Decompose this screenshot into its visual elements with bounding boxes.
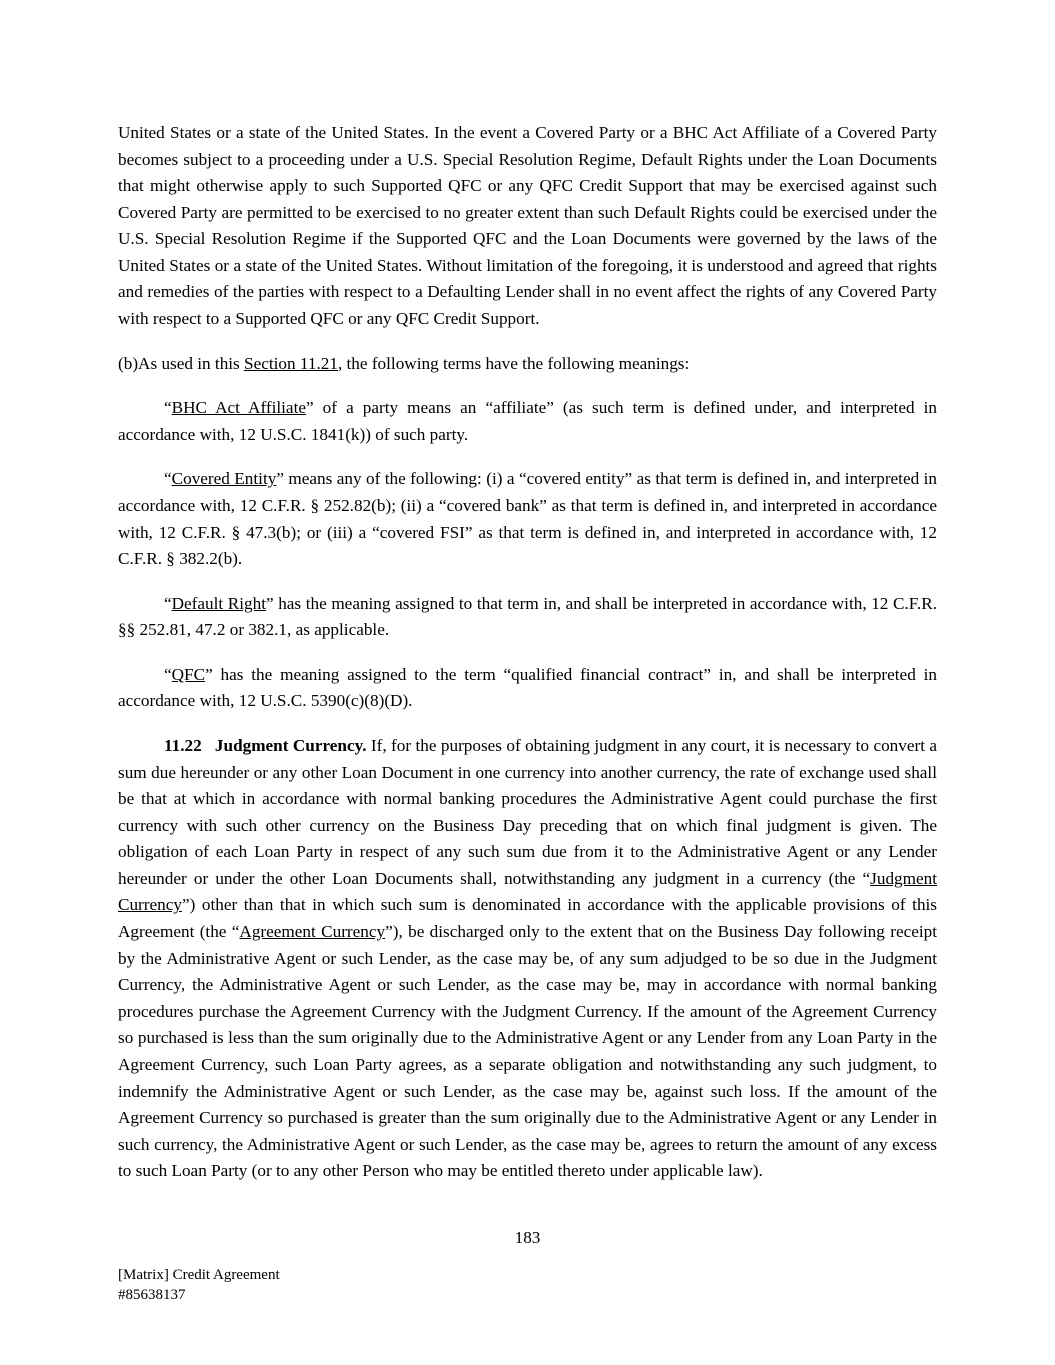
section-title: Judgment Currency. bbox=[214, 735, 367, 755]
quote-open: “ bbox=[164, 398, 172, 418]
defined-term-agreement-currency: Agreement Currency bbox=[239, 922, 386, 942]
quote-open: “ bbox=[164, 469, 172, 489]
section-body-part-3: ”), be discharged only to the extent that on the Business Day following receipt by the Administrative Agent or such Lender, as the case may be, of any sum adjudged to be so due in the Judgment Currency, the Administrative Agent or such Lender, as the case may be, may in accordance with normal banking procedures purchase the Agreement Currency with the Judgment Currency. If the amount of the Agreement Currency so purchased is less than the sum originally due to the Administrative Agent or any Lender from any Loan Party in the Agreement Currency, such Loan Party agrees, as a separate obligation and notwithstanding any such judgment, to indemnify the Administrative Agent or such Lender, as the case may be, against such loss. If the amount of the Agreement Currency so purchased is greater than the sum originally due to the Administrative Agent or any Lender in such currency, the Administrative Agent or such Lender, as the case may be, agrees to return the amount of any excess to such Loan Party (or to any other Person who may be entitled thereto under applicable law). bbox=[118, 922, 937, 1181]
definition-covered-entity-text: ” means any of the following: (i) a “covered entity” as that term is defined in, and interpreted in accordance with, 12 C.F.R. § 252.82(b); (ii) a “covered bank” as that term is defined in, and interpreted in accordance with, 12 C.F.R. § 47.3(b); or (iii) a “covered FSI” as that term is defined in, and interpreted in accordance with, 12 C.F.R. § 382.2(b). bbox=[118, 469, 937, 569]
section-body-part-2: ”) other than that in which such sum is denominated in accordance with the applicable provisions of this Agreement (the “ bbox=[118, 895, 937, 942]
defined-term-default-right: Default Right bbox=[171, 593, 266, 613]
clause-b-marker: (b) bbox=[118, 353, 139, 373]
definition-default-right bbox=[118, 591, 937, 644]
defined-term-covered-entity: Covered Entity bbox=[171, 469, 277, 489]
section-number: 11.22 bbox=[164, 735, 202, 755]
defined-term-qfc: QFC bbox=[171, 664, 206, 684]
definition-qfc bbox=[118, 662, 937, 715]
section-body-part-1: If, for the purposes of obtaining judgment in any court, it is necessary to convert a sum due hereunder or any other Loan Document in one currency into another currency, the rate of exchange used shall be that at which in accordance with normal banking procedures the Administrative Agent could purchase the first currency with such other currency on the Business Day preceding that on which final judgment is given. The obligation of each Loan Party in respect of any such sum due from it to the Administrative Agent or any Lender hereunder or under the other Loan Documents shall, notwithstanding any judgment in a currency (the “ bbox=[118, 735, 938, 888]
defined-term-bhc-act-affiliate: BHC Act Affiliate bbox=[171, 398, 306, 418]
definition-bhc-act-affiliate-text: ” of a party means an “affiliate” (as such term is defined under, and interpreted in accordance with, 12 U.S.C. 1841(k)) of such party. bbox=[118, 398, 937, 444]
quote-open: “ bbox=[164, 593, 172, 613]
footer-document-id: #85638137 bbox=[118, 1287, 186, 1304]
quote-open: “ bbox=[164, 664, 172, 684]
definition-covered-entity bbox=[118, 466, 937, 572]
clause-b-lead: As used in this bbox=[138, 353, 245, 373]
definition-default-right-text: ” has the meaning assigned to that term in, and shall be interpreted in accordance with, 12 C.F.R. §§ 252.81, 47.2 or 382.1, as applicable. bbox=[118, 593, 937, 640]
page-number: 183 bbox=[514, 1228, 541, 1247]
paragraph-continued bbox=[118, 120, 937, 333]
footer bbox=[118, 1265, 280, 1306]
defined-term-judgment-currency: Judgment Currency bbox=[118, 868, 937, 915]
footer-document-name: [Matrix] Credit Agreement bbox=[118, 1267, 280, 1283]
paragraph-continued-text: United States or a state of the United States. In the event a Covered Party or a BHC Act Affiliate of a Covered Party becomes subject to a proceeding under a U.S. Special Resolution Regime, Default Rights under the Loan Documents that might otherwise apply to such Supported QFC or any QFC Credit Support that may be exercised against such Covered Party are permitted to be exercised to no greater extent than such Default Rights could be exercised under the U.S. Special Resolution Regime if the Supported QFC and the Loan Documents were governed by the laws of the United States or a state of the United States. Without limitation of the foregoing, it is understood and agreed that rights and remedies of the parties with respect to a Defaulting Lender shall in no event affect the rights of any Covered Party with respect to a Supported QFC or any QFC Credit Support. bbox=[118, 123, 937, 329]
section-reference: Section 11.21 bbox=[244, 353, 338, 373]
clause-b-tail: , the following terms have the following meanings: bbox=[337, 353, 690, 373]
definition-qfc-text: ” has the meaning assigned to the term “qualified financial contract” in, and shall be interpreted in accordance with, 12 U.S.C. 5390(c)(8)(D). bbox=[118, 664, 937, 711]
definition-bhc-act-affiliate bbox=[118, 395, 937, 448]
section-11-22-judgment-currency bbox=[118, 733, 937, 1185]
clause-b bbox=[118, 351, 937, 378]
